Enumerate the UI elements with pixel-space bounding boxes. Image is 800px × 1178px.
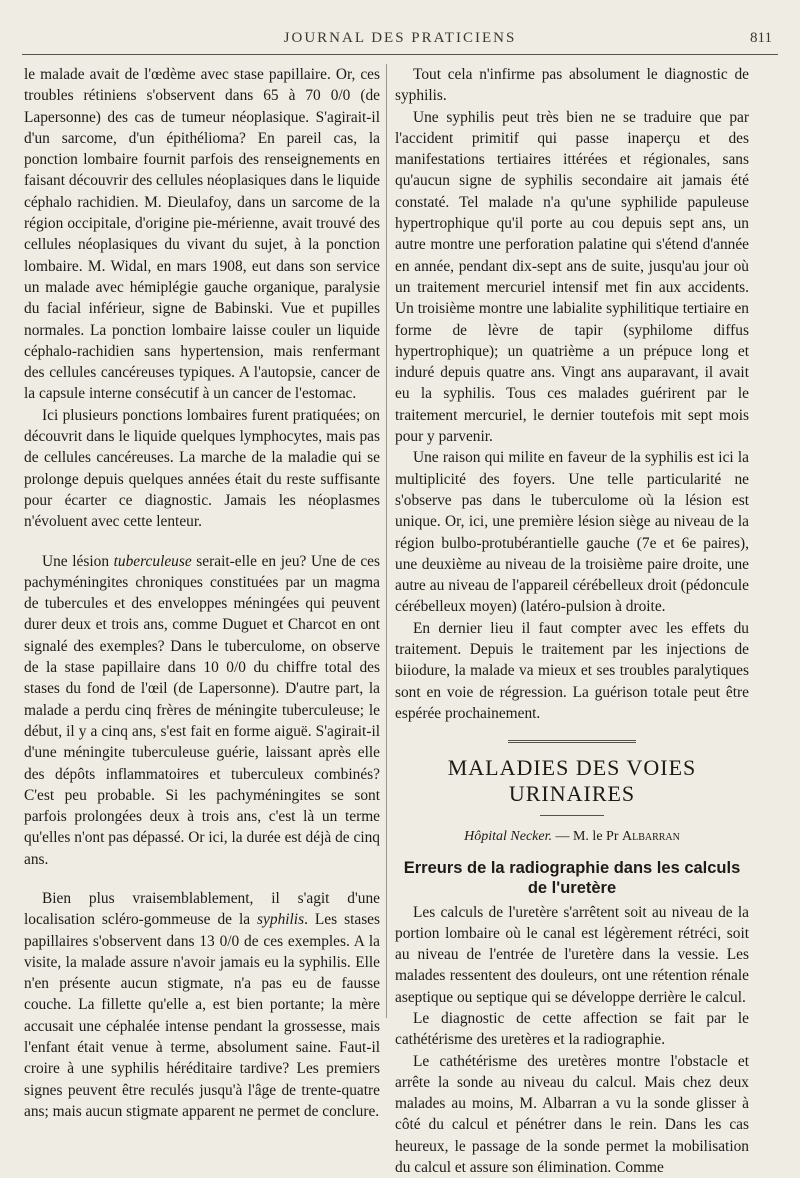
italic-term: syphilis: [257, 911, 305, 929]
journal-title: JOURNAL DES PRATICIENS: [283, 30, 517, 46]
paragraph-text: . Les stases papillaires s'observent dans 13 0/0 de ces exemples. A la visite, la malade assure n'avoir jamais eu la syphilis. Elle n'en présente aucun stigmate, n'a pas eu de fausse couche. La fillette qu'elle a, est bien portante; la mère accusait une céphalée intense pendant la grossesse, mais l'enfant était venue à terme, absolument saine. Faut-il croire à une syphilis héréditaire tardive? Les premiers signes peuvent être reculés jusqu'à l'âge de trente-quatre ans; mais aucun stigmate apparent ne permet de conclure.: [24, 911, 381, 1120]
paragraph: Les calculs de l'uretère s'arrêtent soit au niveau de la portion lombaire où le canal est légèrement rétréci, soit au niveau de l'entrée de l'uretère dans la vessie. Les malades ressentent des douleurs, ont une rétention rénale aseptique ou septique qui se développe derrière le calcul.: [395, 903, 749, 1006]
paragraph-text: serait-elle en jeu? Une de ces pachyméningites chroniques constituées par un magma de tubercules et des enveloppes méningées qui peuvent durer deux et trois ans, comme Duguet et Charcot en ont signalé des exemples? Dans le tuberculome, on observe de la stase papillaire dans 10 0/0 du chiffre total des stases du fond de l'œil (de Lapersonne). D'autre part, la malade a perdu cinq frères de méningite tuberculeuse; le début, il y a cinq ans, s'est fait en forme aiguë. S'agirait-il d'une méningite tuberculeuse guérie, laissant après elle des dépôts inflammatoires et tuberculeux combinés? C'est peu probable. Si les pachyméningites se sont parfois prolongées deux à trois ans, c'est là un terme qu'elles n'ont pas dépassé. Or ici, la durée est déjà de cinq ans.: [24, 552, 380, 868]
paragraph: Le diagnostic de cette affection se fait par le cathétérisme des uretères et la radiographie.: [395, 1009, 749, 1049]
title-rule: [540, 815, 604, 816]
running-header: [28, 30, 772, 52]
paragraph: En dernier lieu il faut compter avec les effets du traitement. Depuis le traitement par les injections de biiodure, la malade va mieux et ses troubles paralytiques sont en voie de régression. La guérison totale peut être espérée prochainement.: [395, 619, 749, 722]
byline-dash: — M. le Pr: [555, 829, 619, 845]
section-title: MALADIES DES VOIES URINAIRES: [447, 755, 697, 807]
paragraph: [24, 888, 380, 1122]
section-rule: [508, 740, 636, 745]
header-rule: [22, 54, 778, 55]
byline-name: Albarran: [621, 829, 680, 845]
article-title: Erreurs de la radiographie dans les calculs de l'uretère: [403, 858, 741, 897]
paragraph: Une syphilis peut très bien ne se traduire que par l'accident primitif qui passe inaperçu et des manifestations tertiaires ittérées et régionales, sans qu'aucun signe de syphilis secondaire ait jamais été constaté. Tel malade n'a qu'une syphilide papuleuse hypertrophique qu'il porte au cou depuis sept ans, un autre montre une perforation palatine qui s'étend d'année en année, pendant dix-sept ans de suite, jusqu'au jour où un traitement mercuriel intensif met fin aux accidents. Un troisième montre une labialite syphilitique tertiaire en forme de lèvre de tapir (syphilome diffus hypertrophique); un quatrième a un prépuce long et induré depuis quatre ans. Vingt ans auparavant, il avait eu la syphilis. Tous ces malades guérirent par le traitement mercuriel, le dernier toutefois mit sept mois pour y parvenir.: [395, 108, 749, 446]
paragraph-text: Bien plus vraisemblablement, il s'agit d'une localisation scléro-gommeuse de la: [24, 889, 380, 929]
byline-place: Hôpital Necker.: [464, 829, 552, 845]
italic-term: tuberculeuse: [113, 552, 192, 570]
paragraph: Tout cela n'infirme pas absolument le diagnostic de syphilis.: [395, 66, 749, 105]
paragraph: [24, 551, 380, 870]
paragraph: le malade avait de l'œdème avec stase papillaire. Or, ces troubles rétiniens s'observent dans 65 à 70 0/0 (de Lapersonne) des cas de tumeur néoplasique. S'agirait-il d'un sarcome, d'un épithélioma? En pareil cas, la ponction lombaire fournit parfois des renseignements en faisant découvrir des cellules néoplasiques dans le liquide céphalo rachidien. M. Dieulafoy, dans un sarcome de la région occipitale, d'origine pie-mérienne, avait trouvé des cellules néoplasiques du vivant du sujet, à la ponction lombaire. M. Widal, en mars 1908, eut dans son service un malade avec hémiplégie gauche organique, paralysie du facial inférieur, signe de Babinski. Vue et pupilles normales. La ponction lombaire laisse couler un liquide céphalo-rachidien sans hypertension, mais renfermant des cellules cancéreuses typiques. A l'autopsie, cancer de la capsule interne consécutif à un cancer de l'estomac.: [24, 66, 381, 403]
left-column: [24, 64, 381, 1120]
paragraph: Ici plusieurs ponctions lombaires furent pratiquées; on découvrit dans le liquide quelques lymphocytes, mais pas de cellules cancéreuses. La marche de la maladie qui se prolonge depuis quelques années était du reste suffisante pour écarter ce diagnostic. Jamais les néoplasmes n'évoluent avec cette lenteur.: [24, 406, 380, 531]
column-divider: [386, 64, 387, 1018]
right-column: [395, 64, 749, 1177]
page-number: 811: [750, 30, 772, 46]
paragraph-text: Une lésion: [42, 552, 114, 570]
byline: [395, 826, 749, 847]
paragraph: Une raison qui milite en faveur de la syphilis est ici la multiplicité des foyers. Une telle particularité ne s'observe pas dans le tuberculome où la lésion est unique. Or, ici, une première lésion siège au niveau de la région bulbo-protubérantielle gauche (7e et 6e paires), une deuxième au niveau de la troisième paire droite, une autre au niveau de l'appareil cérébelleux droit (pédoncule cérébelleux moyen) (latéro-pulsion à droite.: [395, 449, 749, 616]
paragraph: Le cathétérisme des uretères montre l'obstacle et arrête la sonde au niveau du calcul. Mais chez deux malades au moins, M. Albarran a vu la sonde glisser à côté du calcul et pénétrer dans le rein. Dans les cas heureux, le passage de la sonde permet la mobilisation du calcul et assure son élimination. Comme: [395, 1052, 749, 1177]
